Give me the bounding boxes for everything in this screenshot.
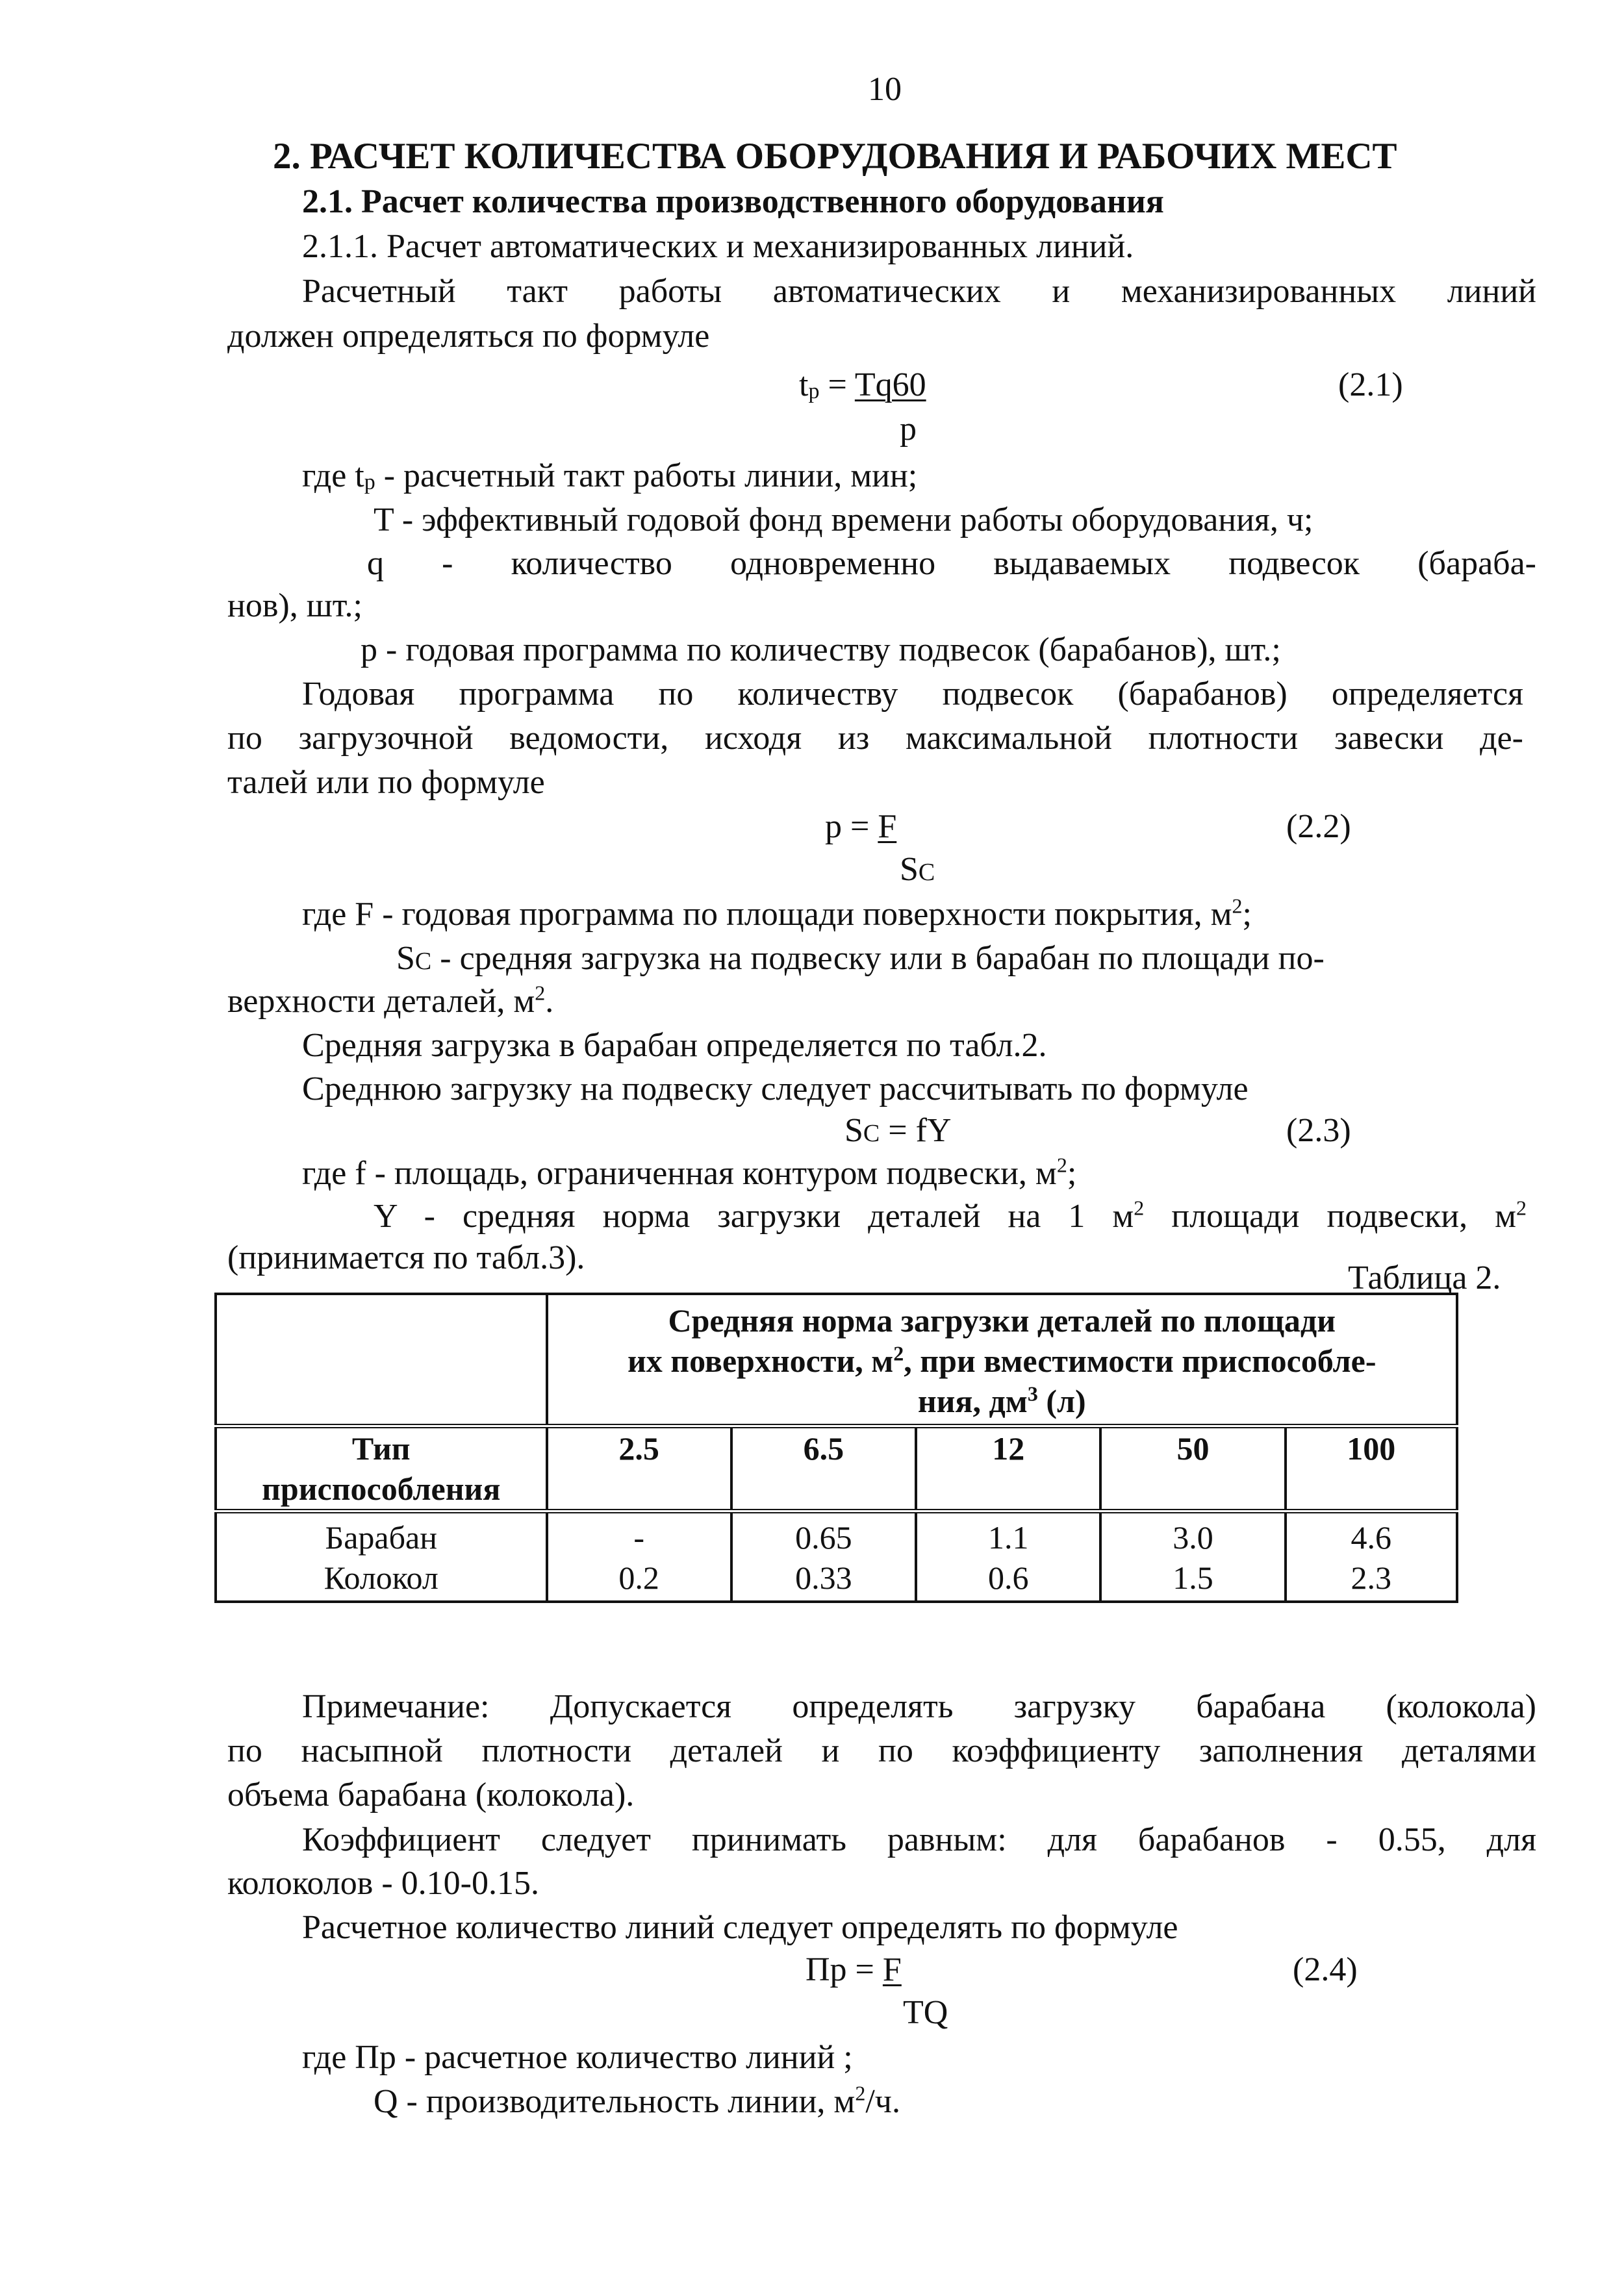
definition-line: [374, 1195, 1527, 1238]
definition-sub: C: [414, 948, 432, 975]
group-header-line: Средняя норма загрузки деталей по площади: [668, 1302, 1336, 1339]
definition-line: [302, 893, 1252, 936]
group-header-line: [555, 1341, 1449, 1381]
definition-line: T - эффективный годовой фонд времени работы оборудования, ч;: [374, 501, 1313, 538]
formula-lhs: p =: [825, 808, 878, 845]
type-header-line: Тип: [351, 1430, 411, 1467]
table-caption: Таблица 2.: [1348, 1259, 1501, 1296]
paragraph-line: Расчетное количество линий следует определять по формуле: [302, 1909, 1178, 1946]
definition-line: [374, 2080, 900, 2123]
table-row: [216, 1558, 1457, 1602]
formula-lhs: Пр =: [806, 1951, 883, 1988]
superscript: 2: [1516, 1196, 1527, 1220]
definition-line: где Пр - расчетное количество линий ;: [302, 2039, 853, 2076]
table-row-label: Барабан: [216, 1511, 547, 1558]
group-header-text: , при вместимости приспособле-: [904, 1343, 1377, 1379]
paragraph-line: талей или по формуле: [227, 764, 545, 801]
table-cell: 0.33: [731, 1558, 916, 1602]
paragraph-line: колоколов - 0.10-0.15.: [227, 1865, 539, 1902]
superscript: 2: [855, 2081, 866, 2105]
definition-post: /ч.: [865, 2083, 900, 2120]
formula-number: (2.4): [1293, 1951, 1358, 1988]
table-cell: 4.6: [1286, 1511, 1457, 1558]
subsection-heading: 2.1. Расчет количества производственного оборудования: [302, 183, 1164, 220]
paragraph-line: Годовая программа по количеству подвесок (барабанов) определяется: [302, 676, 1523, 713]
table-column-header: 50: [1100, 1426, 1285, 1511]
table-cell: -: [547, 1511, 731, 1558]
paragraph-line: Среднюю загрузку на подвеску следует рассчитывать по формуле: [302, 1070, 1249, 1107]
definition-pre: где t: [302, 457, 364, 494]
superscript: 2: [893, 1341, 904, 1365]
definition-post: .: [545, 983, 554, 1020]
definition-subscript: p: [364, 470, 375, 494]
subsubsection-heading: 2.1.1. Расчет автоматических и механизированных линий.: [302, 228, 1134, 265]
paragraph-line: должен определяться по формуле: [227, 318, 710, 355]
superscript: 2: [1232, 894, 1243, 918]
superscript: 2: [535, 981, 546, 1005]
denominator-sub: C: [918, 859, 935, 886]
definition-post: ;: [1242, 896, 1252, 933]
paragraph-line: Коэффициент следует принимать равным: для барабанов - 0.55, для: [302, 1821, 1536, 1858]
formula-numerator: Tq60: [854, 366, 926, 403]
definition-line: [302, 1152, 1076, 1195]
formula-number: (2.3): [1286, 1112, 1351, 1149]
group-header-text: (л): [1037, 1383, 1086, 1419]
table-corner-cell: [216, 1294, 547, 1426]
formula-numerator: F: [882, 1951, 902, 1988]
table-row: [216, 1511, 1457, 1558]
table-cell: 1.1: [916, 1511, 1100, 1558]
table-column-header: 6.5: [731, 1426, 916, 1511]
formula-2-4: [806, 1949, 902, 1991]
note-line: Примечание: Допускается определять загрузку барабана (колокола): [302, 1688, 1536, 1725]
formula-sub: C: [863, 1120, 880, 1147]
formula-rest: = fY: [880, 1112, 952, 1149]
table-type-header: [216, 1426, 547, 1511]
note-line: по насыпной плотности деталей и по коэффициенту заполнения деталями: [227, 1732, 1536, 1769]
superscript: 3: [1027, 1382, 1038, 1406]
definition-main: S: [396, 940, 415, 977]
definition-pre: где F - годовая программа по площади поверхности покрытия, м: [302, 896, 1232, 933]
definition-line: q - количество одновременно выдаваемых подвесок (бараба-: [367, 545, 1536, 582]
page-number: 10: [868, 71, 902, 108]
superscript: 2: [1056, 1153, 1067, 1177]
formula-lhs: t: [799, 366, 809, 403]
formula-2-3: [844, 1109, 951, 1155]
table-cell: 3.0: [1100, 1511, 1285, 1558]
table-cell: 0.2: [547, 1558, 731, 1602]
formula-number: (2.2): [1286, 808, 1351, 845]
formula-denominator: [900, 848, 935, 894]
definition-line: [227, 980, 553, 1023]
formula-2-1: [799, 364, 926, 413]
table-group-header: [547, 1294, 1457, 1426]
denominator-main: S: [900, 851, 919, 888]
superscript: 2: [1134, 1196, 1145, 1220]
table-2: [214, 1293, 1458, 1603]
table-column-header: 2.5: [547, 1426, 731, 1511]
formula-numerator: F: [878, 808, 897, 845]
type-header-line: приспособления: [262, 1471, 501, 1507]
group-header-text: их поверхности, м: [627, 1343, 894, 1379]
definition-line: [302, 455, 917, 504]
table-column-header: 100: [1286, 1426, 1457, 1511]
definition-line: [396, 937, 1527, 983]
definition-pre: где f - площадь, ограниченная контуром подвески, м: [302, 1155, 1057, 1192]
definition-line: (принимается по табл.3).: [227, 1239, 585, 1276]
formula-subscript: p: [808, 379, 820, 403]
note-line: объема барабана (колокола).: [227, 1776, 635, 1813]
definition-mid: площади подвески, м: [1144, 1198, 1516, 1235]
definition-post: ;: [1067, 1155, 1077, 1192]
definition-line: нов), шт.;: [227, 587, 362, 624]
formula-equals: =: [819, 366, 855, 403]
formula-number: (2.1): [1338, 366, 1403, 403]
table-column-header: 12: [916, 1426, 1100, 1511]
table-cell: 0.65: [731, 1511, 916, 1558]
definition-post: - средняя загрузка на подвеску или в барабан по площади по-: [431, 940, 1325, 977]
table-cell: 2.3: [1286, 1558, 1457, 1602]
formula-main: S: [844, 1112, 863, 1149]
table-row-label: Колокол: [216, 1558, 547, 1602]
formula-2-2: [825, 805, 896, 848]
paragraph-line: по загрузочной ведомости, исходя из максимальной плотности завески де-: [227, 720, 1523, 757]
section-heading: 2. РАСЧЕТ КОЛИЧЕСТВА ОБОРУДОВАНИЯ И РАБОЧИХ МЕСТ: [273, 136, 1397, 177]
paragraph-line: Средняя загрузка в барабан определяется по табл.2.: [302, 1027, 1047, 1064]
definition-post: - расчетный такт работы линии, мин;: [375, 457, 918, 494]
formula-denominator: TQ: [903, 1994, 948, 2031]
table-cell: 1.5: [1100, 1558, 1285, 1602]
definition-line: p - годовая программа по количеству подвесок (барабанов), шт.;: [361, 631, 1281, 668]
group-header-line: [555, 1381, 1449, 1421]
definition-pre: верхности деталей, м: [227, 983, 535, 1020]
definition-pre: Q - производительность линии, м: [374, 2083, 856, 2120]
table-cell: 0.6: [916, 1558, 1100, 1602]
definition-pre: Y - средняя норма загрузки деталей на 1 м: [374, 1198, 1134, 1235]
paragraph-line: Расчетный такт работы автоматических и механизированных линий: [302, 273, 1536, 310]
group-header-text: ния, дм: [917, 1383, 1028, 1419]
formula-denominator: p: [900, 411, 917, 448]
